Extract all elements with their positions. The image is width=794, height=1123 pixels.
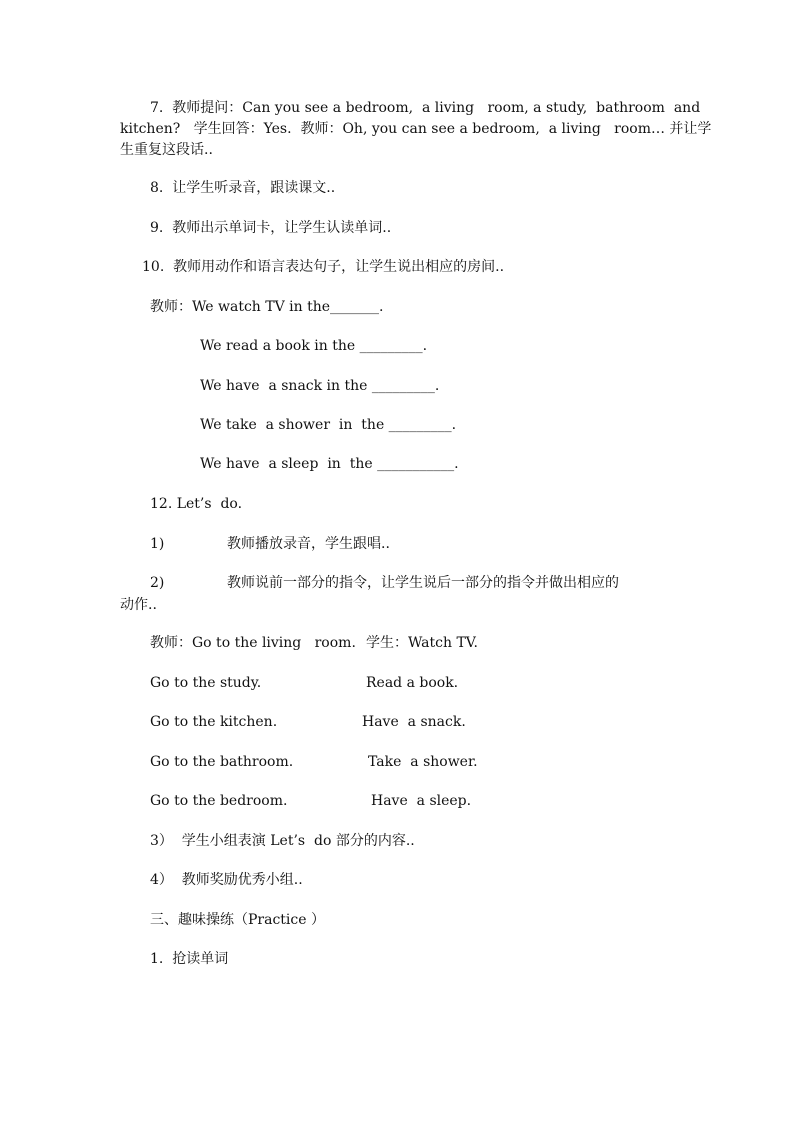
sentence-2: We read a book in the _________. xyxy=(200,338,428,354)
dialogue-teacher-1: 教师：Go to the living room. xyxy=(150,635,356,651)
sentence-1: 教师：We watch TV in the_______. xyxy=(150,299,384,315)
dialogue-student-5: Have a sleep. xyxy=(371,793,472,809)
step-7-line-3: 生重复这段话.. xyxy=(120,142,213,158)
item-2-continuation: 动作.. xyxy=(120,597,157,613)
step-9: 9. 教师出示单词卡，让学生认读单词.. xyxy=(150,220,392,236)
item-2-number: 2) xyxy=(150,575,165,591)
dialogue-student-1: 学生：Watch TV. xyxy=(366,635,478,651)
dialogue-student-4: Take a shower. xyxy=(368,754,478,770)
item-3: 3） 学生小组表演 Let’s do 部分的内容.. xyxy=(150,833,415,849)
dialogue-teacher-5: Go to the bedroom. xyxy=(150,793,288,809)
step-8: 8. 让学生听录音，跟读课文.. xyxy=(150,180,336,196)
step-12-heading: 12. Let’s do. xyxy=(150,496,243,512)
item-1-text: 教师播放录音，学生跟唱.. xyxy=(227,536,390,552)
section-3-heading: 三、趣味操练（Practice ） xyxy=(150,912,325,928)
dialogue-teacher-2: Go to the study. xyxy=(150,675,262,691)
item-2-text: 教师说前一部分的指令，让学生说后一部分的指令并做出相应的 xyxy=(227,575,619,591)
practice-item-1: 1. 抢读单词 xyxy=(150,951,229,967)
item-4: 4） 教师奖励优秀小组.. xyxy=(150,872,303,888)
dialogue-teacher-4: Go to the bathroom. xyxy=(150,754,294,770)
dialogue-student-3: Have a snack. xyxy=(362,714,466,730)
sentence-4: We take a shower in the _________. xyxy=(200,417,457,433)
dialogue-student-2: Read a book. xyxy=(366,675,459,691)
sentence-3: We have a snack in the _________. xyxy=(200,378,440,394)
dialogue-teacher-3: Go to the kitchen. xyxy=(150,714,278,730)
item-1-number: 1) xyxy=(150,536,165,552)
sentence-5: We have a sleep in the ___________. xyxy=(200,456,459,472)
step-10: 10. 教师用动作和语言表达句子，让学生说出相应的房间.. xyxy=(142,259,505,275)
step-7-line-2: kitchen? 学生回答：Yes. 教师：Oh, you can see a bedroom, a living room… 并让学 xyxy=(120,121,712,137)
step-7-line-1: 7. 教师提问：Can you see a bedroom, a living room, a study, bathroom and xyxy=(150,100,701,116)
